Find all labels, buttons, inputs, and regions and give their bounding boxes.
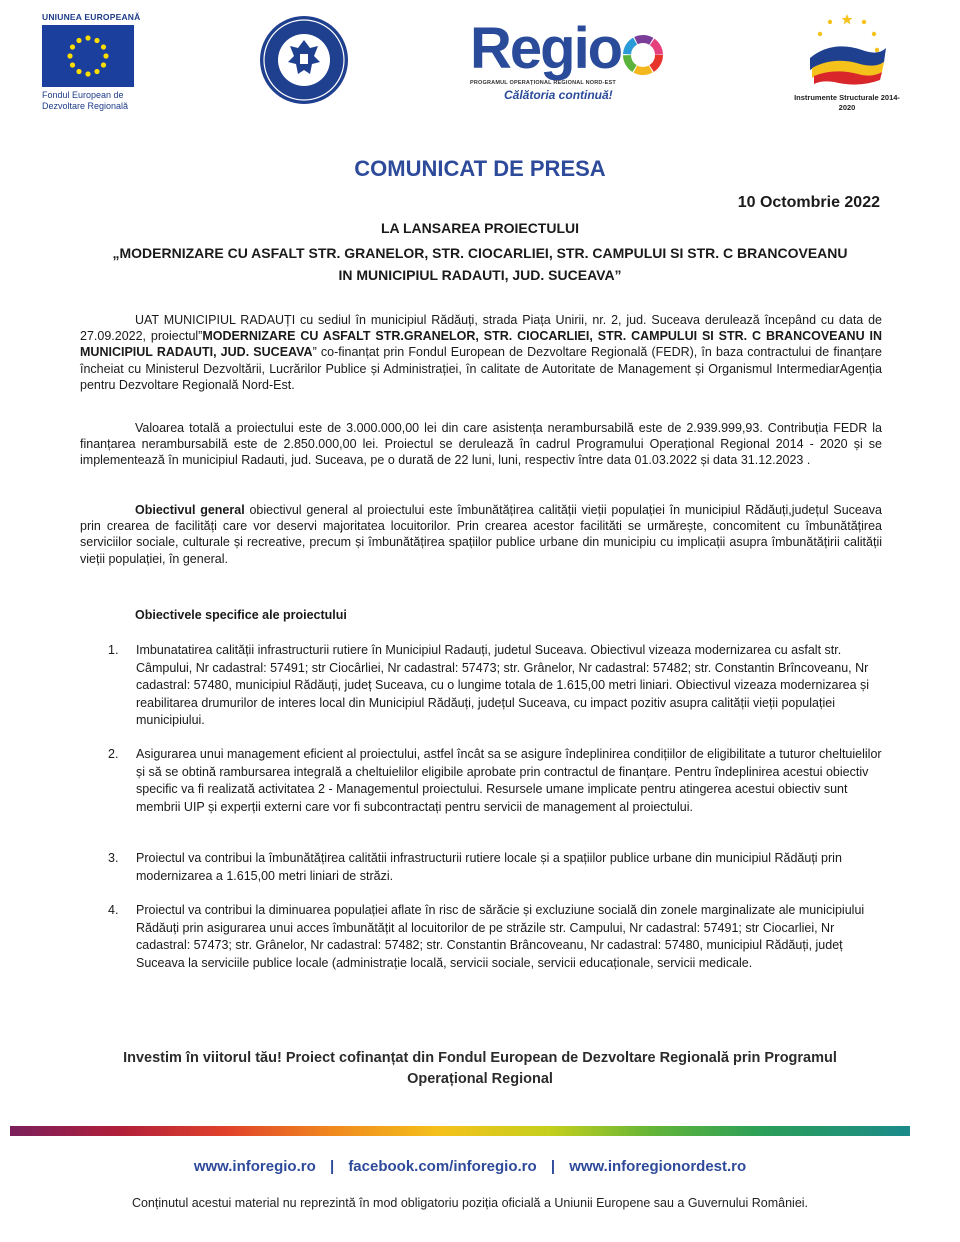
eu-label: UNIUNEA EUROPEANĂ <box>42 12 141 22</box>
launch-heading: LA LANSAREA PROIECTULUI <box>380 220 580 236</box>
list-item-number: 3. <box>108 851 119 865</box>
regio-wordmark: Regio <box>470 16 622 81</box>
intro-text-d: în calitate de Autoritate de Management și Organismul IntermediarAgenția pentru Dezvoltare Regională Nord-Est. <box>80 361 882 392</box>
objective-text: obiectivul general al proiectului este îmbunătățirea calității vieții populației în municipiul Rădăuți,județul Suceava prin crearea de facilități care vor deservi majoritatea locuitorilor. Prin crearea acestor facilităti se urmărește, concomitent cu îmbunătățirea serviciilor sociale, culturale și recreative, precum și îmbunătățirea spațiilor publice urbane din municipiu cu implicații asupra îmbunătățirii calității vieții populației, în general. <box>80 503 882 566</box>
specific-objectives-heading: Obiectivele specifice ale proiectului <box>135 608 347 622</box>
eu-logo <box>42 12 152 112</box>
paragraph-value: Valoarea totală a proiectului este de 3.000.000,00 lei din care asistența nerambursabilă este de 2.939.999,93. Contribuția FEDR la finanțarea nerambursabilă este de 2.850.000,00 lei. Proiectul se derulează în cadrul Programului Operațional Regional 2014 - 2020 și se implementează în municipiul Radauti, jud. Suceava, pe o durată de 22 luni, luni, respectiv între data 01.03.2022 și data 31.12.2023 . <box>80 421 882 468</box>
link-separator: | <box>329 1158 335 1175</box>
list-item <box>108 850 884 885</box>
release-date: 10 Octombrie 2022 <box>737 194 880 211</box>
list-item-number: 4. <box>108 903 119 917</box>
objective-label: Obiectivul general <box>135 503 245 517</box>
eu-flag-icon <box>42 25 134 87</box>
footer-disclaimer: Conținutul acestui material nu reprezintă în mod obligatoriu poziția oficială a Uniunii Europene sau a Guvernului României. <box>131 1196 809 1210</box>
list-item-text: Asigurarea unui management eficient al proiectului, astfel încât sa se asigure îndeplinirea condițiilor de eligibilitate a tuturor cheltuielilor și să se obtină rambursarea integrală a cheltuielilor eligibile aprobate prin contractul de finanțare. Pentru îndeplinirea acestui obiectiv specific va fi realizată activitatea 2 - Managementul proiectului. Resursele umane implicate pentru atingerea acestui obiectiv sunt membrii UIP și experții externi care vor fi subcontractați pentru servicii de management al proiectului. <box>136 747 882 814</box>
list-item <box>108 902 884 972</box>
list-item-text: Proiectul va contribui la îmbunătățirea calitătii infrastructurii rutiere locale și a spațiilor publice urbane din municipiul Rădăuți prin modernizarea a 1.615,00 metri liniari de străzi. <box>136 851 842 883</box>
link-facebook[interactable]: facebook.com/inforegio.ro <box>348 1158 537 1175</box>
structural-instruments-logo <box>792 10 902 110</box>
list-item-number: 2. <box>108 747 119 761</box>
intro-text-c: ” co-finanțat prin Fondul European de Dezvoltare Regională (FEDR), în baza contractului de finanțare încheiat cu Ministerul Dezvoltării, Lucrărilor Publice și Administrației, <box>80 345 882 376</box>
header-logos <box>0 0 960 120</box>
list-item-text: Proiectul va contribui la diminuarea populației aflate în risc de sărăcie și excluziune socială din zonele marginalizate ale municipiului Rădăuți prin asigurarea unui acces îmbunătățit al locuitorilor de pe străzile str. Campului, Nr cadastral: 57491; str Ciocarliei, Nr cadastral: 57473; str. Grânelor, Nr cadastral: 57482; str. Constantin Brâncoveanu, Nr cadastral: 57480, municipiul Rădăuți, județ Suceava la serviciile publice locale (administrație locală, servicii sociale, servicii educaționale, servicii medicale. <box>136 903 865 970</box>
intro-project-title: MODERNIZARE CU ASFALT STR.GRANELOR, STR. CIOCARLIEI, STR. CAMPULUI SI STR. C BRANCOVEANU IN MUNICIPIUL RADAUTI, JUD. SUCEAVA <box>80 329 883 360</box>
regio-ring-icon <box>622 34 664 76</box>
intro-text-a: UAT MUNICIPIUL RADAUȚI cu sediul în municipiul Rădăuți, strada Piața Unirii, nr. 2, jud. Suceava derulează începând cu data de 27.09.2022, proiectul” <box>80 313 882 344</box>
list-item-number: 1. <box>108 643 119 657</box>
regio-subtitle: PROGRAMUL OPERAȚIONAL REGIONAL NORD-EST <box>470 80 616 86</box>
paragraph-objective <box>80 502 882 567</box>
project-name: „MODERNIZARE CU ASFALT STR. GRANELOR, STR. CIOCARLIEI, STR. CAMPULUI SI STR. C BRANCOVEANU IN MUNICIPIUL RADAUTI, JUD. SUCEAVA” <box>112 245 848 283</box>
structural-instruments-label: Instrumente Structurale 2014-2020 <box>794 93 900 112</box>
government-seal-icon <box>258 14 350 106</box>
link-inforegionordest[interactable]: www.inforegionordest.ro <box>569 1158 747 1175</box>
link-separator: | <box>550 1158 556 1175</box>
list-item <box>108 746 884 816</box>
list-item-text: Imbunatatirea calității infrastructurii rutiere în Municipiul Radauți, judetul Suceava. Obiectivul vizeaza modernizarea cu asfalt str. Câmpului, Nr cadastral: 57491; str Ciocârliei, Nr cadastral: 57473; str. Grânelor, Nr cadastral: 57482; str. Constantin Brîncoveanu, Nr cadastral: 57480, municipiul Rădăuți, județ Suceava, cu o lungime totala de 1.615,00 metri liniari. Obiectivul vizeaza modernizarea și reabilitarea drumurilor de interes local din Municipiul Rădăuți, județul Suceava, cu impact pozitiv asupra calității vieții populației municipiului. <box>136 643 870 727</box>
page-title: COMUNICAT DE PRESA <box>354 156 606 181</box>
regio-tagline: Călătoria continuă! <box>504 88 613 102</box>
rainbow-divider <box>10 1126 910 1136</box>
footer-links <box>0 1158 940 1175</box>
investment-statement: Investim în viitorul tău! Proiect cofinanțat din Fondul European de Dezvoltare Regională prin Programul Operațional Regional <box>123 1050 837 1087</box>
list-item <box>108 642 884 730</box>
paragraph-intro <box>80 312 882 393</box>
structural-instruments-icon <box>802 10 892 88</box>
link-inforegio[interactable]: www.inforegio.ro <box>193 1158 316 1175</box>
regio-logo <box>470 16 670 110</box>
eu-fund-label: Fondul European de Dezvoltare Regională <box>42 90 129 111</box>
